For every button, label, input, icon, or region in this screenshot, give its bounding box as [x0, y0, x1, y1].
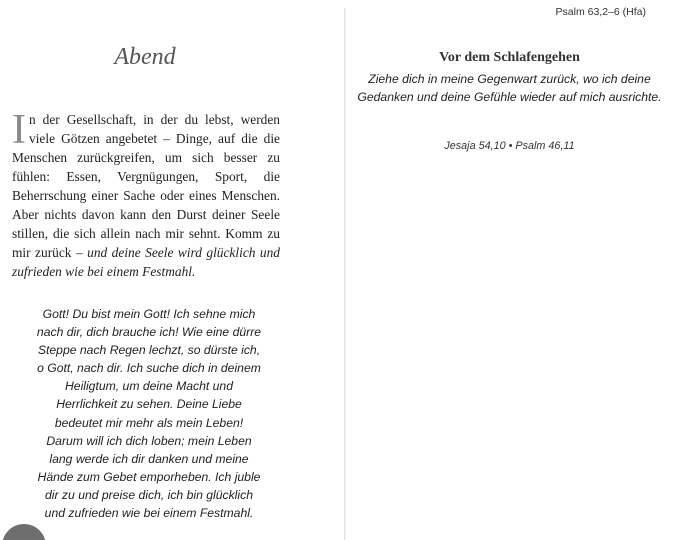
scripture-references: Jesaja 54,10 • Psalm 46,11: [444, 140, 575, 152]
page-title: Abend: [114, 44, 176, 70]
body-text-emphasis: und deine Seele wird glücklich und zufrieden wie bei einem Festmahl.: [12, 245, 281, 279]
psalm-quote: Gott! Du bist mein Gott! Ich sehne mich nach dir, dich brauche ich! Wie eine dürre Steppe nach Regen lechzt, so dürste ich, o Gott, nach dir. Ich suche dich in deinem Heiligtum, um deine Macht und Herrlichkeit zu sehen. Deine Liebe bedeutet mir mehr als mein Leben! Darum will ich dich loben; mein Leben lang werde ich dir danken und meine Hände zum Gebet emporheben. Ich juble dir zu und preise dich, ich bin glücklich und zufrieden wie bei einem Festmahl.: [36, 307, 262, 521]
drop-cap: I: [12, 107, 26, 153]
psalm-reference: Psalm 63,2–6 (Hfa): [555, 6, 646, 18]
evening-heading: Vor dem Schlafengehen: [439, 50, 580, 65]
devotional-body: [12, 107, 281, 281]
evening-text: Ziehe dich in meine Gegenwart zurück, wo ich deine Gedanken und deine Gefühle wieder auf mich ausrichte.: [357, 72, 662, 105]
body-text: n der Gesellschaft, in der du lebst, werden viele Götzen angebetet – Dinge, auf die die Menschen zurückgreifen, um sich besser zu fühlen: Essen, Vergnügungen, Sport, die Beherrschung einer Sache oder eines Menschen. Aber nichts davon kann den Durst deiner Seele stillen, die sich allein nach mir sehnt. Komm zu mir zurück –: [12, 112, 280, 260]
circle-icon[interactable]: [2, 524, 46, 540]
right-page: [346, 0, 673, 540]
